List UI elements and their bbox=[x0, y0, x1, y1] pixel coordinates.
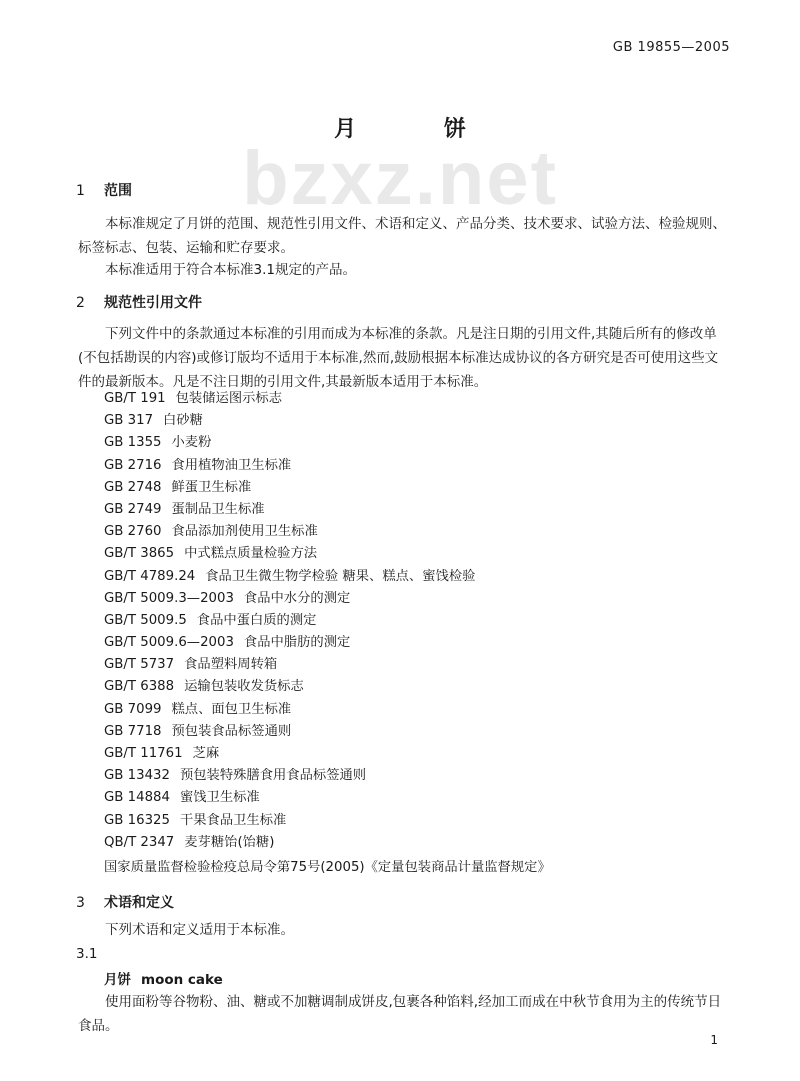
reference-code: GB 2760 bbox=[104, 524, 162, 540]
reference-code: GB/T 4789.24 bbox=[104, 568, 196, 584]
section-number: 1 bbox=[76, 183, 85, 199]
reference-name: 麦芽糖饴(饴糖) bbox=[184, 834, 275, 850]
section-1-paragraph-2: 本标准适用于符合本标准3.1规定的产品。 bbox=[105, 262, 356, 278]
reference-item bbox=[104, 743, 475, 765]
reference-item bbox=[104, 455, 475, 477]
reference-item bbox=[104, 654, 475, 676]
section-2-intro: 下列文件中的条款通过本标准的引用而成为本标准的条款。凡是注日期的引用文件,其随后所有的修改单(不包括勘误的内容)或修订版均不适用于本标准,然而,鼓励根据本标准达成协议的各方研究是否可使用这些文件的最新版本。凡是不注日期的引用文件,其最新版本适用于本标准。 bbox=[78, 326, 719, 390]
section-title: 范围 bbox=[104, 183, 132, 199]
reference-name: 干果食品卫生标准 bbox=[179, 812, 287, 828]
term-chinese: 月饼 bbox=[104, 972, 131, 988]
reference-name: 白砂糖 bbox=[163, 413, 203, 429]
reference-item bbox=[104, 832, 475, 854]
reference-name: 鲜蛋卫生标准 bbox=[171, 479, 252, 495]
reference-item bbox=[104, 432, 475, 454]
reference-name: 预包装特殊膳食用食品标签通则 bbox=[179, 768, 367, 784]
reference-name: 食用植物油卫生标准 bbox=[171, 457, 292, 473]
reference-code: GB 317 bbox=[104, 413, 154, 429]
page-number: 1 bbox=[710, 1033, 718, 1047]
reference-item bbox=[104, 765, 475, 787]
reference-name: 食品中蛋白质的测定 bbox=[196, 612, 317, 628]
reference-item bbox=[104, 610, 475, 632]
reference-name: 食品添加剂使用卫生标准 bbox=[171, 524, 318, 540]
reference-code: GB 14884 bbox=[104, 790, 170, 806]
reference-code: GB/T 191 bbox=[104, 391, 166, 406]
subsection-number: 3.1 bbox=[76, 946, 98, 962]
reference-name: 中式糕点质量检验方法 bbox=[184, 546, 318, 562]
section-number: 3 bbox=[76, 895, 85, 911]
reference-item bbox=[104, 388, 475, 410]
reference-code: GB/T 5009.6—2003 bbox=[104, 635, 234, 651]
reference-name: 包装储运图示标志 bbox=[175, 391, 283, 406]
reference-name: 小麦粉 bbox=[171, 435, 212, 451]
section-number: 2 bbox=[76, 295, 85, 311]
reference-code: GB 2716 bbox=[104, 457, 162, 473]
reference-code: GB/T 5009.5 bbox=[104, 612, 187, 628]
reference-name: 食品中水分的测定 bbox=[243, 590, 351, 606]
section-3-heading bbox=[76, 892, 174, 912]
reference-item bbox=[104, 632, 475, 654]
term-definition: 使用面粉等谷物粉、油、糖或不加糖调制成饼皮,包裹各种馅料,经加工而成在中秋节食用为主的传统节日食品。 bbox=[78, 994, 722, 1034]
term-heading bbox=[104, 968, 223, 988]
reference-name: 食品卫生微生物学检验 糖果、糕点、蜜饯检验 bbox=[205, 568, 476, 584]
reference-item bbox=[104, 410, 475, 432]
reference-code: GB 2749 bbox=[104, 501, 162, 517]
reference-item bbox=[104, 810, 475, 832]
reference-code: GB 7099 bbox=[104, 701, 162, 717]
regulation-reference: 国家质量监督检验检疫总局令第75号(2005)《定量包装商品计量监督规定》 bbox=[104, 860, 551, 875]
section-1-paragraph-1: 本标准规定了月饼的范围、规范性引用文件、术语和定义、产品分类、技术要求、试验方法、检验规则、标签标志、包装、运输和贮存要求。 bbox=[78, 216, 726, 256]
reference-item bbox=[104, 499, 475, 521]
reference-name: 食品塑料周转箱 bbox=[184, 657, 278, 673]
reference-name: 糕点、面包卫生标准 bbox=[171, 701, 292, 717]
reference-code: GB 1355 bbox=[104, 435, 162, 451]
reference-code: GB/T 11761 bbox=[104, 746, 183, 761]
section-1-heading bbox=[76, 180, 132, 200]
reference-code: GB/T 5009.3—2003 bbox=[104, 590, 234, 606]
reference-name: 蛋制品卫生标准 bbox=[171, 501, 265, 517]
watermark: bzxz.net bbox=[242, 136, 558, 221]
reference-item bbox=[104, 787, 475, 809]
reference-item bbox=[104, 543, 475, 565]
reference-name: 蜜饯卫生标准 bbox=[179, 790, 260, 806]
section-title: 术语和定义 bbox=[104, 895, 174, 911]
reference-item bbox=[104, 477, 475, 499]
section-title: 规范性引用文件 bbox=[104, 295, 202, 311]
reference-name: 食品中脂肪的测定 bbox=[243, 635, 351, 651]
reference-item bbox=[104, 721, 475, 743]
reference-code: GB 7718 bbox=[104, 723, 162, 739]
reference-code: GB/T 3865 bbox=[104, 546, 175, 562]
reference-name: 预包装食品标签通则 bbox=[171, 723, 292, 739]
reference-code: QB/T 2347 bbox=[104, 834, 175, 850]
standard-number: GB 19855—2005 bbox=[612, 40, 730, 55]
reference-code: GB/T 5737 bbox=[104, 657, 175, 673]
reference-code: GB/T 6388 bbox=[104, 679, 175, 695]
document-title: 月 饼 bbox=[334, 117, 506, 142]
reference-code: GB 2748 bbox=[104, 479, 162, 495]
reference-code: GB 16325 bbox=[104, 812, 170, 828]
reference-name: 运输包装收发货标志 bbox=[184, 679, 304, 695]
section-2-heading bbox=[76, 292, 202, 312]
section-3-intro: 下列术语和定义适用于本标准。 bbox=[105, 922, 294, 938]
reference-code: GB 13432 bbox=[104, 768, 170, 784]
reference-item bbox=[104, 566, 475, 588]
reference-name: 芝麻 bbox=[192, 746, 220, 761]
reference-item bbox=[104, 699, 475, 721]
reference-item bbox=[104, 676, 475, 698]
reference-item bbox=[104, 521, 475, 543]
reference-item bbox=[104, 588, 475, 610]
term-english: moon cake bbox=[141, 972, 223, 988]
reference-list bbox=[104, 388, 475, 854]
